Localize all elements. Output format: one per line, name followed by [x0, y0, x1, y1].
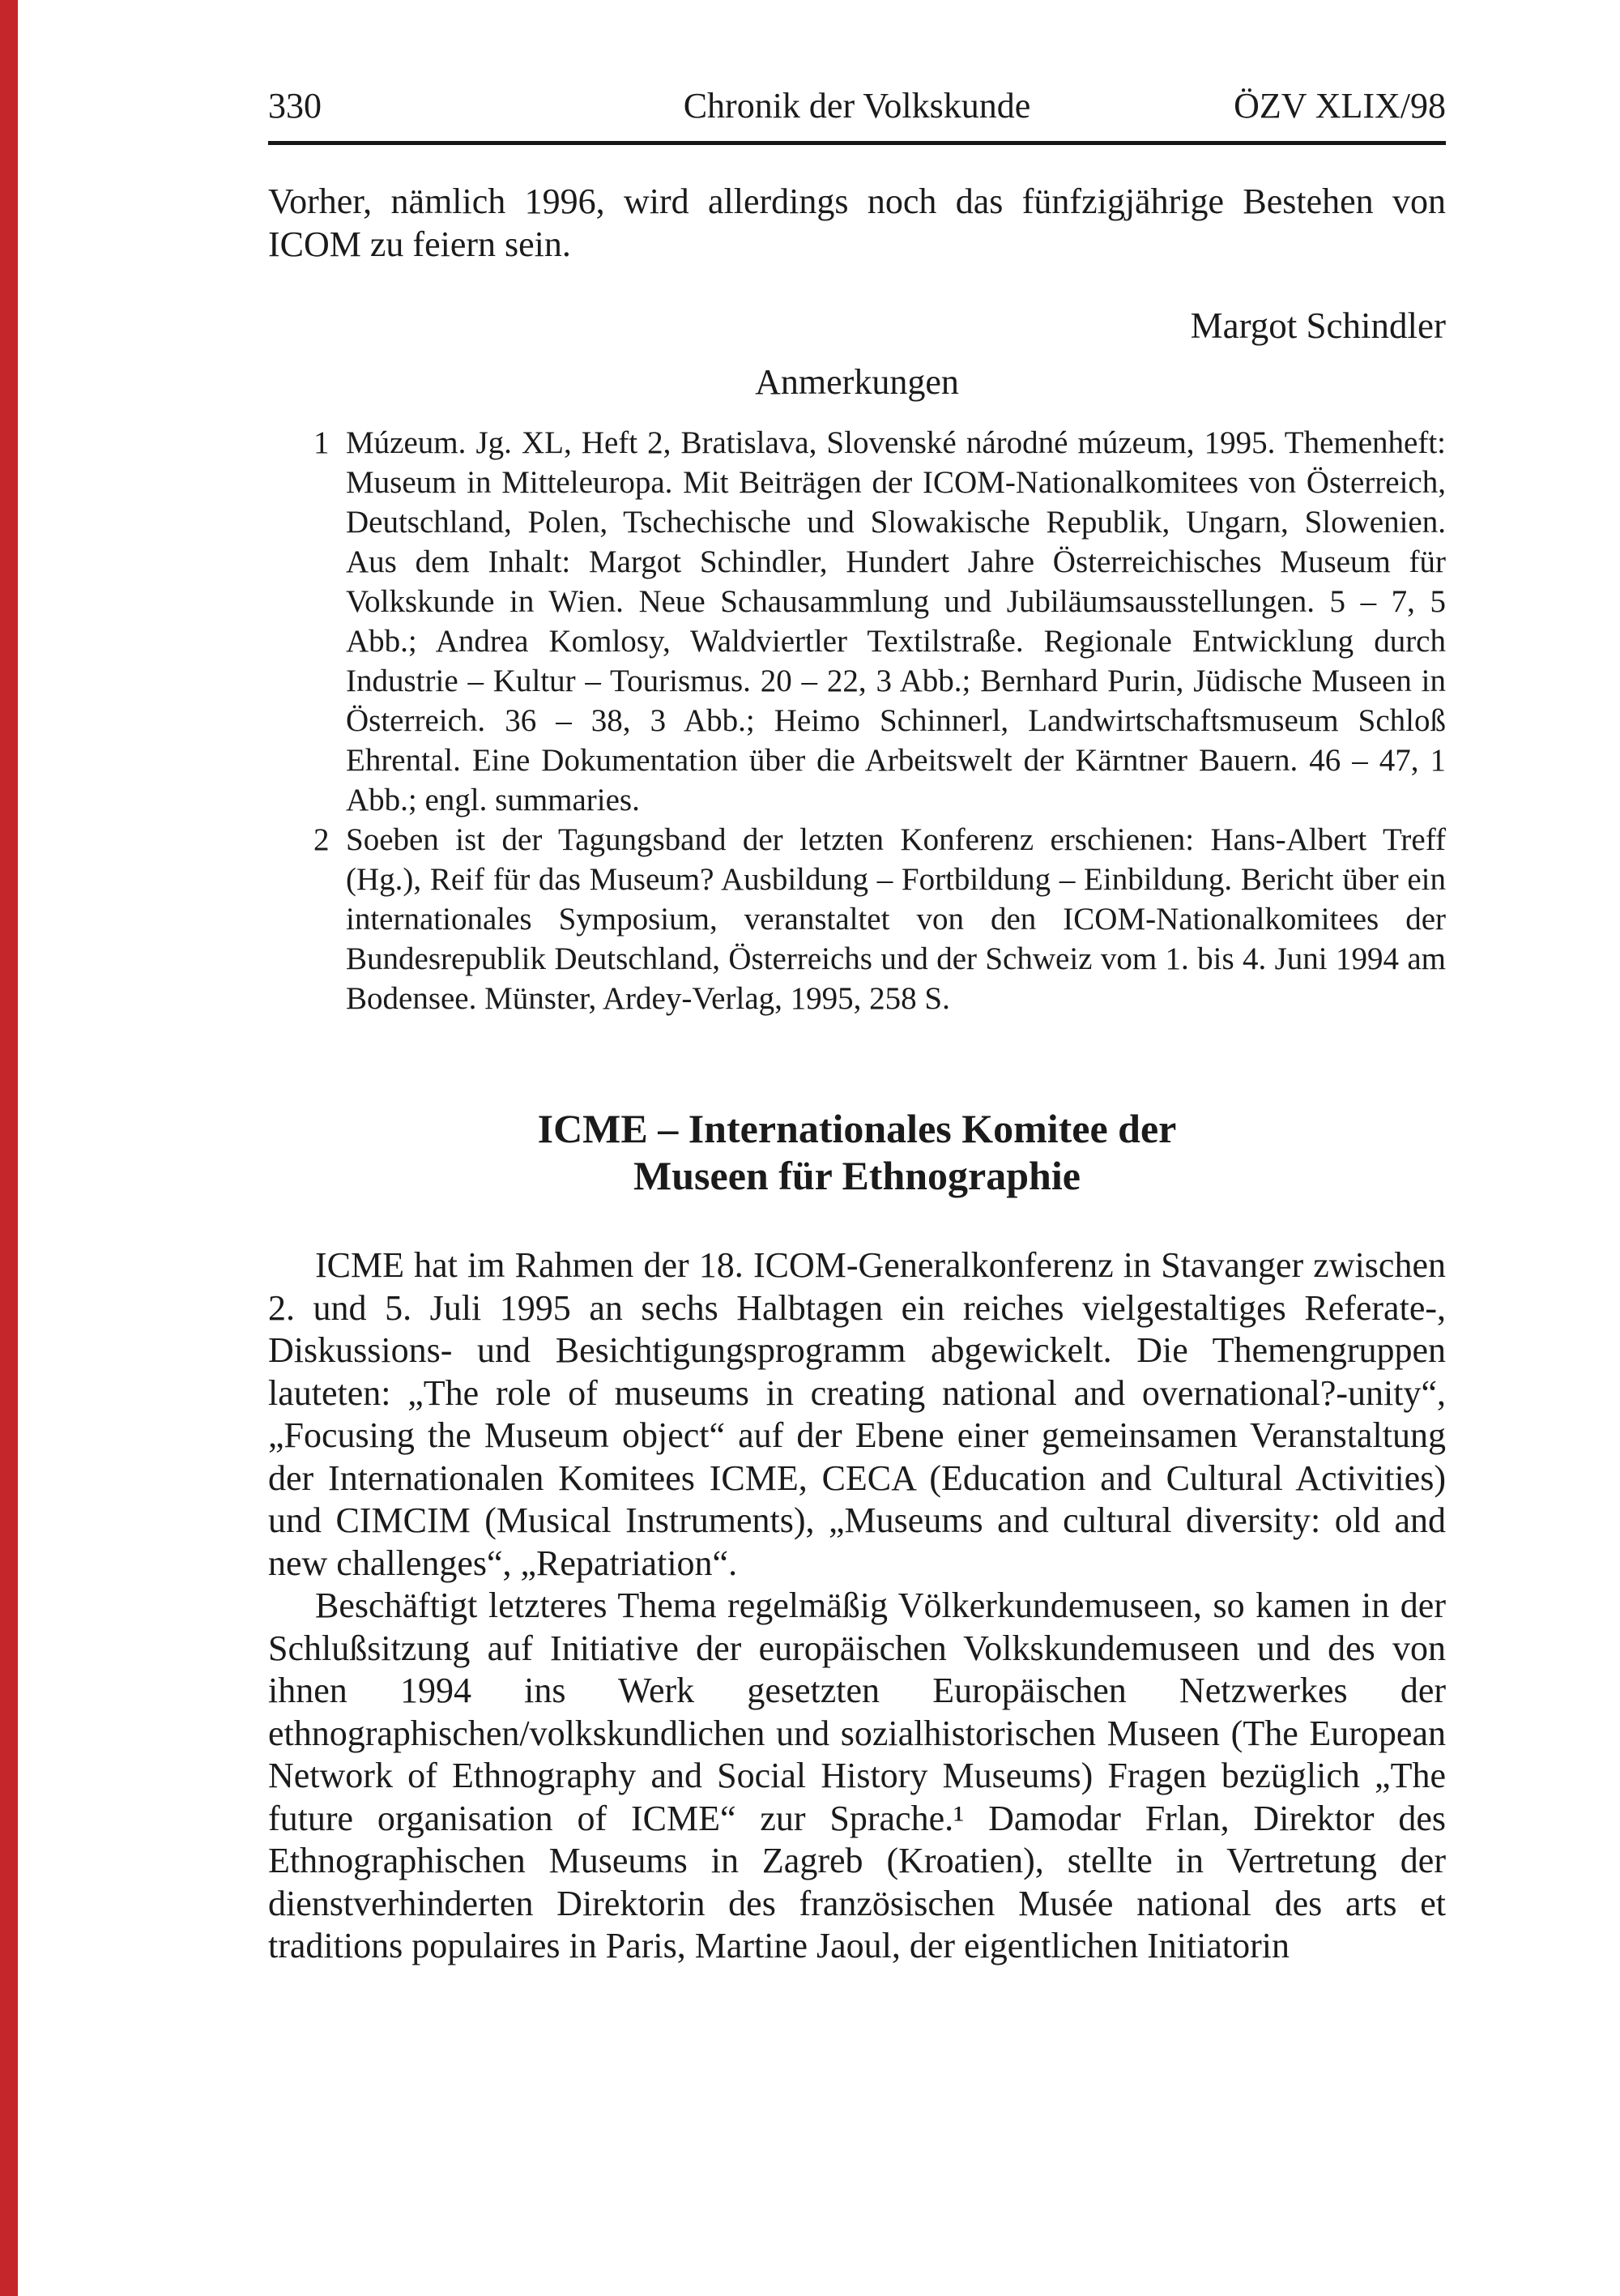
article-body: [268, 1244, 1446, 1968]
footnote-1: [313, 423, 1446, 820]
running-title: Chronik der Volkskunde: [683, 86, 1031, 126]
article-title: [268, 1105, 1446, 1199]
page-content: [268, 0, 1446, 2296]
scan-edge-red-strip: [0, 0, 18, 2296]
running-header: [268, 86, 1446, 126]
footnotes: [313, 423, 1446, 1018]
footnote-1-text: Múzeum. Jg. XL, Heft 2, Bratislava, Slovenské národné múzeum, 1995. Themenheft: Museum in Mitteleuropa. Mit Beiträgen der ICOM-Nationalkomitees von Österreich, Deutschland, Polen, Tschechische und Slowakische Republik, Ungarn, Slowenien. Aus dem Inhalt: Margot Schindler, Hundert Jahre Österreichisches Museum für Volkskunde in Wien. Neue Schausammlung und Jubiläumsausstellungen. 5 – 7, 5 Abb.; Andrea Komlosy, Waldviertler Textilstraße. Regionale Entwicklung durch Industrie – Kultur – Tourismus. 20 – 22, 3 Abb.; Bernhard Purin, Jüdische Museen in Österreich. 36 – 38, 3 Abb.; Heimo Schinnerl, Landwirtschaftsmuseum Schloß Ehrental. Eine Dokumentation über die Arbeitswelt der Kärntner Bauern. 46 – 47, 1 Abb.; engl. summaries.: [346, 425, 1446, 817]
footnote-2-text: Soeben ist der Tagungsband der letzten Konferenz erschienen: Hans-Albert Treff (Hg.), Reif für das Museum? Ausbildung – Fortbildung – Einbildung. Bericht über ein internationales Symposium, veranstaltet von den ICOM-Nationalkomitees der Bundesrepublik Deutschland, Österreichs und der Schweiz vom 1. bis 4. Juni 1994 am Bodensee. Münster, Ardey-Verlag, 1995, 258 S.: [346, 822, 1446, 1016]
article-paragraph-1: ICME hat im Rahmen der 18. ICOM-Generalkonferenz in Stavanger zwischen 2. und 5. Juli 1995 an sechs Halbtagen ein reiches vielgestaltiges Referate-, Diskussions- und Besichtigungsprogramm abgewickelt. Die Themengruppen lauteten: „The role of museums in creating national and overnational?-unity“, „Focusing the Museum object“ auf der Ebene einer gemeinsamen Veranstaltung der Internationalen Komitees ICME, CECA (Education and Cultural Activities) und CIMCIM (Musical Instruments), „Museums and cultural diversity: old and new challenges“, „Repatriation“.: [268, 1245, 1446, 1583]
author-signature: Margot Schindler: [1190, 305, 1446, 346]
footnote-1-number: 1: [313, 425, 330, 460]
header-rule: [268, 141, 1446, 145]
article-title-line-2: Museen für Ethnographie: [633, 1153, 1081, 1198]
article-title-line-1: ICME – Internationales Komitee der: [537, 1106, 1177, 1151]
article-paragraph-2: Beschäftigt letzteres Thema regelmäßig Völkerkundemuseen, so kamen in der Schlußsitzung auf Initiative der europäischen Volkskundemuseen und des von ihnen 1994 ins Werk gesetzten Europäischen Netzwerkes der ethnographischen/volkskundlichen und sozialhistorischen Museen (The European Network of Ethnography and Social History Museums) Fragen bezüglich „The future organisation of ICME“ zur Sprache.¹ Damodar Frlan, Direktor des Ethnographischen Museums in Zagreb (Kroatien), stellte in Vertretung der dienstverhinderten Direktorin des französischen Musée national des arts et traditions populaires in Paris, Martine Jaoul, der eigentlichen Initiatorin: [268, 1585, 1446, 1965]
journal-reference: ÖZV XLIX/98: [1234, 86, 1446, 126]
intro-paragraph: Vorher, nämlich 1996, wird allerdings noch das fünfzigjährige Bestehen von ICOM zu feiern sein.: [268, 181, 1446, 264]
footnote-2: [313, 820, 1446, 1018]
notes-heading: Anmerkungen: [755, 362, 959, 402]
footnote-2-number: 2: [313, 822, 330, 857]
page-number: 330: [268, 86, 322, 126]
